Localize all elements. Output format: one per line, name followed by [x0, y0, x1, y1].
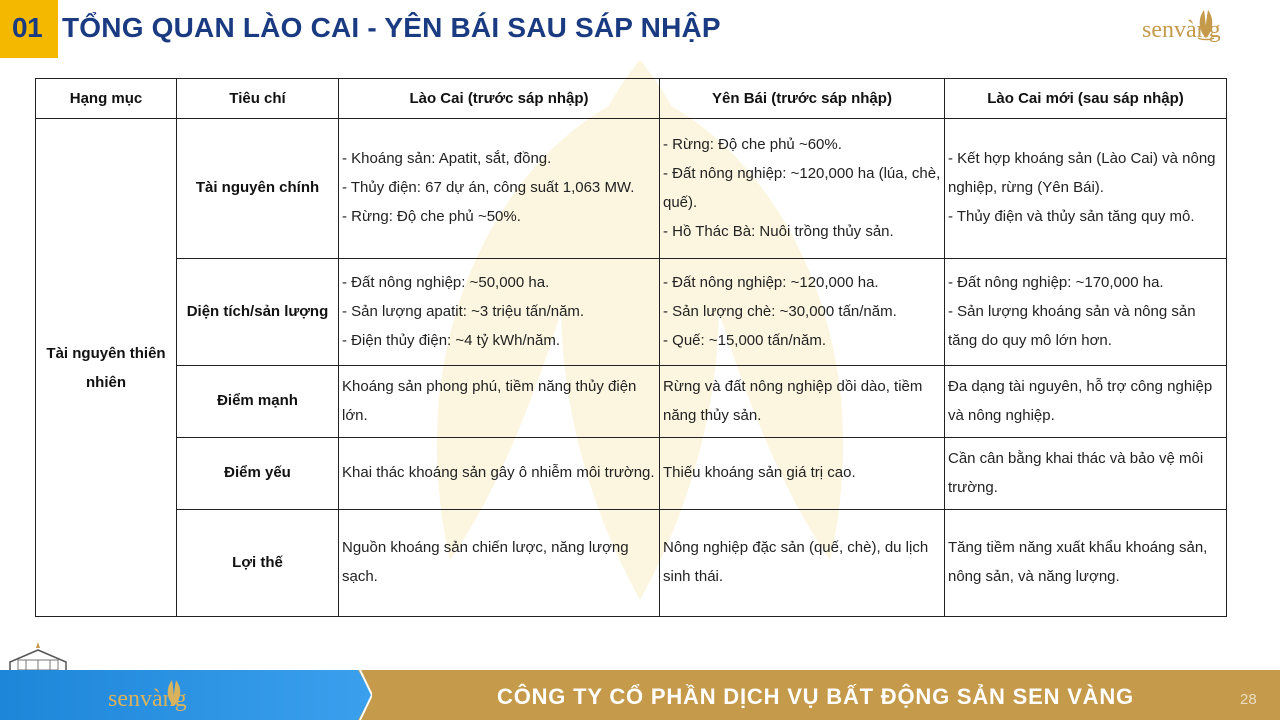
laocai-cell	[339, 259, 660, 366]
yenbai-cell	[660, 119, 945, 259]
cell-line: - Đất nông nghiệp: ~120,000 ha.	[663, 273, 879, 291]
table-row	[36, 510, 1227, 617]
cell-line: - Rừng: Độ che phủ ~60%.	[663, 135, 842, 153]
logo-text-top: senvàng	[1142, 17, 1221, 43]
cell-line: - Thủy điện: 67 dự án, công suất 1,063 MW.	[342, 179, 635, 196]
laocai-cell	[339, 119, 660, 259]
page-title: TỔNG QUAN LÀO CAI - YÊN BÁI SAU SÁP NHẬP	[62, 12, 721, 43]
criterion-cell: Điểm mạnh	[177, 366, 339, 438]
yenbai-cell: Thiếu khoáng sản giá trị cao.	[660, 438, 945, 510]
new-laocai-cell: Cần cân bằng khai thác và bảo vệ môi trường.	[945, 438, 1227, 510]
table-row	[36, 119, 1227, 259]
yenbai-cell	[660, 259, 945, 366]
cell-line: - Rừng: Độ che phủ ~50%.	[342, 208, 521, 225]
footer-bar	[0, 670, 1280, 720]
new-laocai-cell: Tăng tiềm năng xuất khẩu khoáng sản, nông sản, và năng lượng.	[945, 510, 1227, 617]
cell-line: - Đất nông nghiệp: ~170,000 ha.	[948, 273, 1164, 291]
laocai-cell: Khoáng sản phong phú, tiềm năng thủy điện lớn.	[339, 366, 660, 438]
criterion-cell: Tài nguyên chính	[177, 119, 339, 259]
cell-line: - Đất nông nghiệp: ~50,000 ha.	[342, 273, 550, 291]
cell-line: - Thủy điện và thủy sản tăng quy mô.	[948, 208, 1195, 225]
header-yenbai-before: Yên Bái (trước sáp nhập)	[660, 79, 945, 119]
footer-company-name: CÔNG TY CỔ PHẦN DỊCH VỤ BẤT ĐỘNG SẢN SEN VÀNG	[497, 684, 1134, 709]
cell-line: - Quế: ~15,000 tấn/năm.	[663, 331, 827, 349]
yenbai-cell: Nông nghiệp đặc sản (quế, chè), du lịch sinh thái.	[660, 510, 945, 617]
header-laocai-after: Lào Cai mới (sau sáp nhập)	[945, 79, 1227, 119]
table-row	[36, 259, 1227, 366]
criterion-cell: Điểm yếu	[177, 438, 339, 510]
sen-vang-logo-top	[1142, 4, 1270, 48]
cell-line: - Khoáng sản: Apatit, sắt, đồng.	[342, 150, 552, 167]
building-icon	[4, 640, 74, 672]
header-laocai-before: Lào Cai (trước sáp nhập)	[339, 79, 660, 119]
table-header-row	[36, 79, 1227, 119]
criterion-cell: Diện tích/sản lượng	[177, 259, 339, 366]
page-number: 28	[1240, 691, 1257, 708]
table-row	[36, 438, 1227, 510]
yenbai-cell: Rừng và đất nông nghiệp dồi dào, tiềm năng thủy sản.	[660, 366, 945, 438]
cell-line: - Điện thủy điện: ~4 tỷ kWh/năm.	[342, 331, 561, 349]
table-row	[36, 366, 1227, 438]
new-laocai-cell	[945, 259, 1227, 366]
header-criterion: Tiêu chí	[177, 79, 339, 119]
cell-line: - Hồ Thác Bà: Nuôi trồng thủy sản.	[663, 222, 894, 240]
cell-line: - Kết hợp khoáng sản (Lào Cai) và nông nghiệp, rừng (Yên Bái).	[948, 150, 1216, 196]
cell-line: - Sản lượng khoáng sản và nông sản tăng do quy mô lớn hơn.	[948, 302, 1196, 349]
laocai-cell: Khai thác khoáng sản gây ô nhiễm môi trường.	[339, 438, 660, 510]
cell-line: - Sản lượng apatit: ~3 triệu tấn/năm.	[342, 302, 585, 320]
laocai-cell: Nguồn khoáng sản chiến lược, năng lượng sạch.	[339, 510, 660, 617]
section-number: 01	[12, 12, 43, 43]
sen-vang-logo-footer	[108, 676, 238, 716]
group-cell: Tài nguyên thiên nhiên	[36, 119, 177, 617]
comparison-table	[35, 78, 1226, 617]
header-category: Hạng mục	[36, 79, 177, 119]
cell-line: - Sản lượng chè: ~30,000 tấn/năm.	[663, 302, 897, 320]
new-laocai-cell: Đa dạng tài nguyên, hỗ trợ công nghiệp và nông nghiệp.	[945, 366, 1227, 438]
new-laocai-cell	[945, 119, 1227, 259]
cell-line: - Đất nông nghiệp: ~120,000 ha (lúa, chè, quế).	[663, 164, 941, 211]
criterion-cell: Lợi thế	[177, 510, 339, 617]
logo-text-footer: senvàng	[108, 686, 187, 712]
